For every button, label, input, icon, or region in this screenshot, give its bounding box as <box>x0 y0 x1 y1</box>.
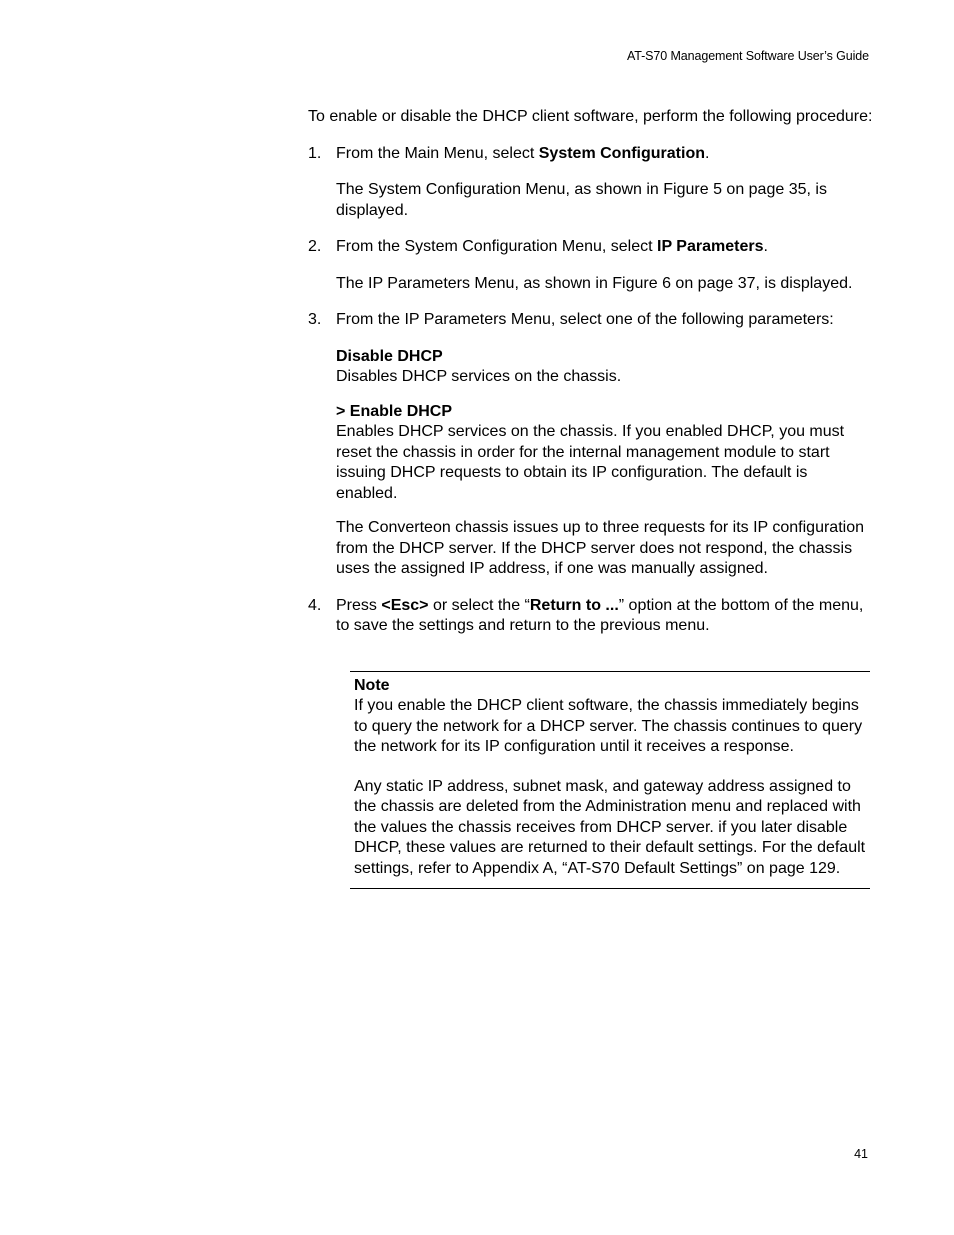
step-number: 1. <box>308 144 322 162</box>
step-1 <box>308 144 873 222</box>
parameter-name: > Enable DHCP <box>336 402 453 420</box>
parameter-description: Disables DHCP services on the chassis. <box>336 368 622 385</box>
parameter-enable-dhcp <box>336 402 873 505</box>
menu-option: IP Parameters <box>657 238 764 255</box>
step-number: 2. <box>308 238 322 255</box>
parameter-disable-dhcp <box>336 347 873 388</box>
step-result: The IP Parameters Menu, as shown in Figure 6 on page 37, is displayed. <box>336 274 853 292</box>
key-name: <Esc> <box>381 596 429 614</box>
dhcp-request-info: The Converteon chassis issues up to three requests for its IP configuration from the DHCP server. If the DHCP server does not respond, the chassis uses the assigned IP address, if one was manually assigned. <box>336 519 864 577</box>
parameter-description: Enables DHCP services on the chassis. If you enabled DHCP, you must reset the chassis in order for the internal management module to start issuing DHCP requests to obtain its IP configuration. The default is enabled. <box>336 423 845 502</box>
intro-paragraph: To enable or disable the DHCP client software, perform the following procedure: <box>308 108 873 125</box>
note-paragraph: If you enable the DHCP client software, the chassis immediately begins to query the network for a DHCP server. The chassis continues to query the network for its IP configuration until it receives a response. <box>354 697 863 755</box>
note-paragraph: Any static IP address, subnet mask, and gateway address assigned to the chassis are deleted from the Administration menu and replaced with the values the chassis receives from DHCP server. if you later disable DHCP, these values are returned to their default settings. For the default settings, refer to Appendix A, “AT-S70 Default Settings” on page 129. <box>354 777 866 877</box>
step-number: 4. <box>308 596 322 614</box>
note-box <box>350 671 870 890</box>
parameter-name: Disable DHCP <box>336 347 443 365</box>
procedure-steps <box>308 144 873 637</box>
menu-option: Return to ... <box>529 596 619 614</box>
running-header: AT-S70 Management Software User’s Guide <box>626 49 869 63</box>
step-number: 3. <box>308 311 322 328</box>
main-content <box>308 107 873 889</box>
step-text: From the Main Menu, select System Configuration. <box>336 144 710 162</box>
note-title: Note <box>354 676 390 694</box>
step-2 <box>308 237 873 294</box>
step-3 <box>308 310 873 580</box>
page-number: 41 <box>854 1147 868 1161</box>
step-result: The System Configuration Menu, as shown in Figure 5 on page 35, is displayed. <box>336 181 827 219</box>
step-text: Press <Esc> or select the “Return to ...” option at the bottom of the menu, to save the settings and return to the previous menu. <box>336 596 864 634</box>
step-text: From the IP Parameters Menu, select one of the following parameters: <box>336 311 834 328</box>
menu-option: System Configuration <box>538 144 705 162</box>
step-text: From the System Configuration Menu, select IP Parameters. <box>336 238 768 255</box>
step-4 <box>308 596 873 637</box>
